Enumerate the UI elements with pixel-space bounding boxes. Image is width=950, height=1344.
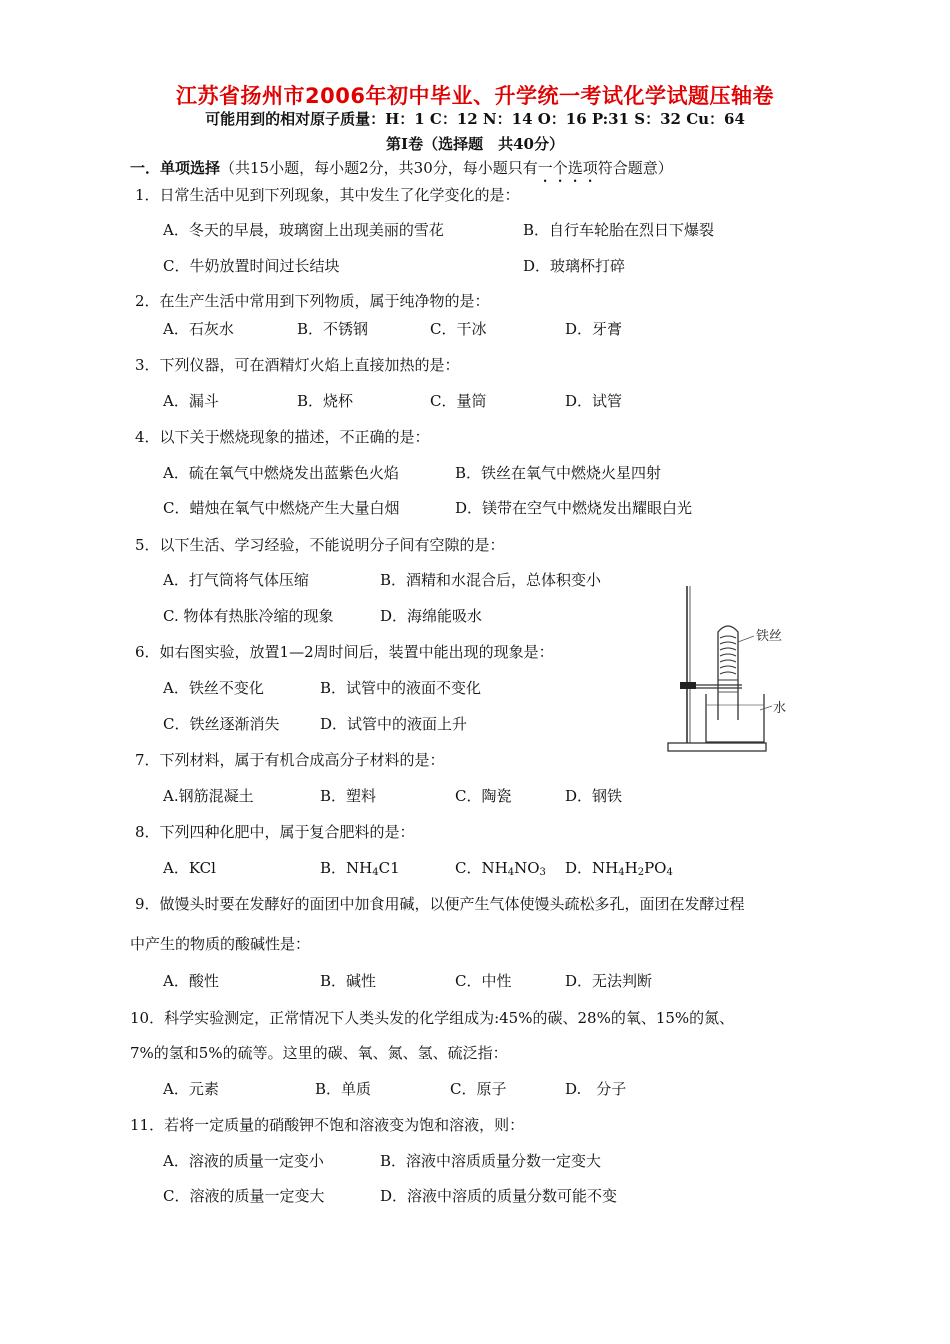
q3-option-b: B．烧杯	[297, 392, 354, 410]
section1-label: 一．单项选择	[130, 159, 221, 177]
q4-option-b: B．铁丝在氧气中燃烧火星四射	[455, 464, 662, 482]
atomic-masses: 可能用到的相对原子质量：H：1 C：12 N：14 O：16 P:31 S：32 Cu：64	[205, 110, 745, 128]
q8-option-d: D．$NH_4H_2PO_4$	[565, 859, 673, 878]
q6-option-b: B．试管中的液面不变化	[320, 679, 482, 697]
q6-option-a: A．铁丝不变化	[163, 679, 264, 697]
q9-option-d: D．无法判断	[565, 972, 653, 990]
q11-option-d: D．溶液中溶质的质量分数可能不变	[380, 1187, 618, 1205]
q11-option-b: B．溶液中溶质质量分数一定变大	[380, 1152, 602, 1170]
q8-option-c: C．$NH_4NO_3$	[455, 859, 546, 878]
question-9-stem-line2: 中产生的物质的酸碱性是：	[130, 935, 311, 953]
q6-option-d: D．试管中的液面上升	[320, 715, 468, 733]
question-1-stem: 1．日常生活中见到下列现象，其中发生了化学变化的是：	[135, 186, 520, 204]
question-2-stem: 2．在生产生活中常用到下列物质，属于纯净物的是：	[135, 292, 490, 310]
section1-header	[130, 157, 673, 186]
exam-title: 江苏省扬州市2006年初中毕业、升学统一考试化学试题压轴卷	[176, 84, 774, 108]
q1-option-a: A．冬天的早晨，玻璃窗上出现美丽的雪花	[163, 221, 444, 239]
q2-option-c: C．干冰	[430, 320, 487, 338]
question-6-stem: 6．如右图实验，放置1—2周时间后，装置中能出现的现象是：	[135, 643, 554, 661]
q9-option-b: B．碱性	[320, 972, 377, 990]
q1-option-b: B．自行车轮胎在烈日下爆裂	[523, 221, 715, 239]
q7-option-d: D．钢铁	[565, 787, 623, 805]
iron-wire-coil	[720, 636, 736, 674]
q4-option-c: C．蜡烛在氧气中燃烧产生大量白烟	[163, 499, 400, 517]
q10-option-b: B．单质	[315, 1080, 372, 1098]
q8-option-a: A．KCl	[163, 859, 216, 877]
q5-option-a: A．打气筒将气体压缩	[163, 571, 309, 589]
q3-option-d: D．试管	[565, 392, 623, 410]
section1-note-emphasis: 一个选项	[537, 159, 598, 177]
q2-option-a: A．石灰水	[163, 320, 234, 338]
clamp	[680, 682, 696, 689]
figure-label-water: 水	[773, 701, 787, 716]
q9-option-a: A．酸性	[163, 972, 219, 990]
figure-label-iron-wire: 铁丝	[756, 629, 783, 644]
beaker	[706, 694, 764, 742]
iron-wire-experiment-figure	[660, 580, 820, 755]
q11-option-c: C．溶液的质量一定变大	[163, 1187, 325, 1205]
q5-option-c: C. 物体有热胀冷缩的现象	[163, 607, 334, 625]
q10-option-c: C．原子	[450, 1080, 507, 1098]
question-5-stem: 5．以下生活、学习经验，不能说明分子间有空隙的是：	[135, 536, 505, 554]
q9-option-c: C．中性	[455, 972, 512, 990]
question-10-stem-line1: 10．科学实验测定，正常情况下人类头发的化学组成为:45%的碳、28%的氧、15%的氮、	[130, 1009, 735, 1027]
q1-option-d: D．玻璃杯打碎	[523, 257, 626, 275]
q7-option-c: C．陶瓷	[455, 787, 512, 805]
q3-option-a: A．漏斗	[163, 392, 219, 410]
q4-option-a: A．硫在氧气中燃烧发出蓝紫色火焰	[163, 464, 399, 482]
q6-option-c: C．铁丝逐渐消失	[163, 715, 280, 733]
q3-option-c: C．量筒	[430, 392, 487, 410]
section1-note-pre: （共15小题，每小题2分，共30分，每小题只有	[220, 159, 538, 177]
q10-option-a: A．元素	[163, 1080, 219, 1098]
q4-option-d: D．镁带在空气中燃烧发出耀眼白光	[455, 499, 693, 517]
q7-option-b: B．塑料	[320, 787, 377, 805]
q7-option-a: A.钢筋混凝土	[163, 787, 254, 805]
question-3-stem: 3．下列仪器，可在酒精灯火焰上直接加热的是：	[135, 356, 460, 374]
q1-option-c: C．牛奶放置时间过长结块	[163, 257, 340, 275]
part1-header: 第Ⅰ卷（选择题 共40分）	[386, 135, 564, 153]
question-11-stem: 11．若将一定质量的硝酸钾不饱和溶液变为饱和溶液，则：	[130, 1116, 525, 1134]
stand-base	[668, 743, 766, 751]
question-8-stem: 8．下列四种化肥中，属于复合肥料的是：	[135, 823, 415, 841]
question-9-stem-line1: 9．做馒头时要在发酵好的面团中加食用碱，以便产生气体使馒头疏松多孔，面团在发酵过程	[135, 895, 745, 913]
q2-option-d: D．牙膏	[565, 320, 623, 338]
question-4-stem: 4．以下关于燃烧现象的描述，不正确的是：	[135, 428, 430, 446]
q2-option-b: B．不锈钢	[297, 320, 369, 338]
q5-option-d: D．海绵能吸水	[380, 607, 483, 625]
q8-option-b: B．$NH_4C1$	[320, 859, 400, 878]
q11-option-a: A．溶液的质量一定变小	[163, 1152, 324, 1170]
question-10-stem-line2: 7%的氢和5%的硫等。这里的碳、氧、氮、氢、硫泛指：	[130, 1044, 508, 1062]
section1-note-post: 符合题意）	[597, 159, 673, 177]
question-7-stem: 7．下列材料，属于有机合成高分子材料的是：	[135, 751, 445, 769]
q10-option-d: D. 分子	[565, 1080, 627, 1098]
q5-option-b: B．酒精和水混合后，总体积变小	[380, 571, 602, 589]
